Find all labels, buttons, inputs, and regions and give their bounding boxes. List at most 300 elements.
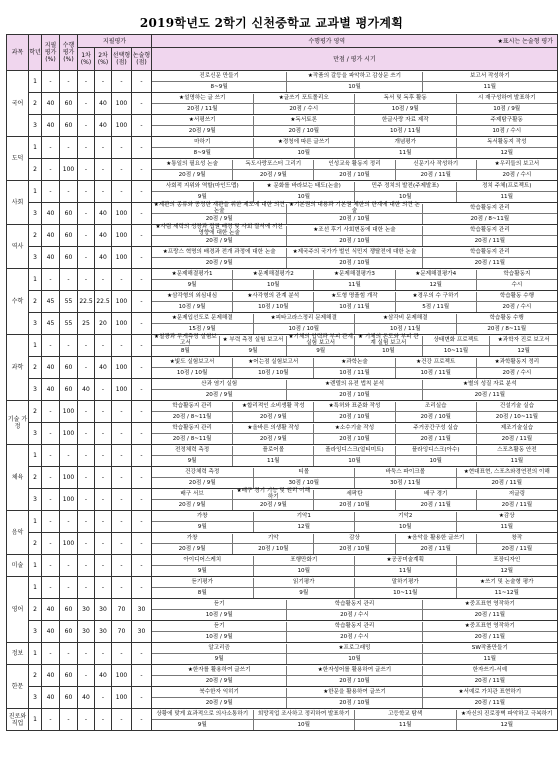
first-ratio-cell: - [78, 225, 95, 247]
essay-cell: - [132, 269, 152, 291]
plan-item: 가창 [196, 513, 208, 520]
plan-item: 학습활동지 관리 [422, 248, 557, 258]
plan-item: ★중프표현 영작하기 [422, 600, 557, 610]
plan-grid [152, 160, 557, 180]
written-ratio-cell: 40 [42, 687, 60, 709]
plan-item: 스포츠활동 안전 [476, 446, 557, 456]
plan-score: 20점 / 11월 [476, 500, 557, 510]
header-second: 2차(%) [95, 48, 112, 71]
plan-score-row [152, 213, 557, 224]
plan-item: 듣기 [213, 601, 225, 608]
written-ratio-cell: - [42, 511, 60, 533]
written-ratio-cell: 40 [42, 93, 60, 115]
plan-item: 상황에 맞게 효과적으로 의사소통하기 [156, 711, 249, 718]
plan-item-row [152, 226, 557, 236]
second-ratio-cell: - [95, 335, 112, 357]
written-ratio-cell: - [42, 137, 60, 159]
performance-plan-cell [152, 269, 558, 291]
performance-plan-cell [152, 401, 558, 423]
plan-item: 플라잉디스크(얼티미트) [313, 446, 394, 456]
elective-cell: 100 [112, 687, 132, 709]
elective-cell: - [112, 577, 132, 599]
performance-ratio-cell: 100 [60, 159, 78, 181]
plan-item: ★올바른 의생활 작성 [232, 424, 313, 434]
performance-plan-cell [152, 71, 558, 93]
plan-score: 20점 / 9월 [232, 412, 313, 422]
plan-item: ★문제해결평가1 [171, 271, 213, 278]
plan-score: 8~9월 [210, 83, 228, 90]
first-ratio-cell: - [78, 533, 95, 555]
plan-item-row [152, 160, 557, 170]
plan-score: 20점 / 10월 [395, 412, 476, 422]
plan-item: ★기본권의 내용과 기본권 제한의 한계에 대한 의견 논술 [286, 204, 421, 214]
performance-ratio-cell: 60 [60, 379, 78, 401]
performance-ratio-cell: 60 [60, 599, 78, 621]
plan-score: 12월 [456, 720, 558, 730]
grade-cell: 1 [29, 335, 42, 357]
performance-ratio-cell: 100 [60, 467, 78, 489]
plan-item-row [152, 94, 557, 104]
plan-score: 10월 [253, 192, 355, 202]
plan-score: 10점 / 9월 [456, 104, 558, 114]
plan-grid [152, 72, 557, 92]
essay-cell: - [132, 379, 152, 401]
plan-item: ★설명하는 글 쓰기 [179, 95, 226, 102]
written-ratio-cell: - [42, 467, 60, 489]
plan-grid [152, 688, 557, 708]
essay-cell: - [132, 115, 152, 137]
performance-ratio-cell: 60 [60, 225, 78, 247]
performance-plan-cell [152, 247, 558, 269]
plan-item: 한글사랑 자료 제작 [354, 116, 456, 126]
plan-item: 학습활동 수행 [476, 292, 557, 302]
subject-cell: 음악 [7, 511, 29, 555]
plan-item: 플로어볼 [232, 446, 313, 456]
essay-cell: - [132, 423, 152, 445]
performance-ratio-cell: 60 [60, 115, 78, 137]
plan-grid [152, 446, 557, 466]
grade-cell: 3 [29, 489, 42, 511]
plan-item: 기악2 [354, 512, 456, 522]
plan-score: 20점 / 9월 [205, 391, 233, 398]
essay-cell: - [132, 665, 152, 687]
plan-item: ★과학논술 [313, 358, 394, 368]
plan-score: 20점 / 11월 [422, 258, 557, 268]
second-ratio-cell: - [95, 533, 112, 555]
first-ratio-cell: - [78, 203, 95, 225]
plan-score: 20점 / 10월 [253, 126, 355, 136]
plan-score: 20점 / 8~11월 [172, 413, 212, 420]
plan-score: 15점 / 9월 [188, 325, 216, 332]
performance-ratio-cell: 100 [60, 401, 78, 423]
performance-ratio-cell: - [60, 555, 78, 577]
table-row [7, 643, 558, 665]
second-ratio-cell: - [95, 687, 112, 709]
subject-cell: 기술 가정 [7, 401, 29, 445]
plan-item: 산과 염기 실험 [201, 381, 238, 388]
written-ratio-cell: 40 [42, 115, 60, 137]
plan-score: 10월 [354, 522, 456, 532]
performance-plan-cell [152, 291, 558, 313]
plan-score: 20점 / 10월 [232, 544, 313, 554]
table-row [7, 445, 558, 467]
subject-cell: 국어 [7, 71, 29, 137]
essay-cell: - [132, 291, 152, 313]
plan-score: 10점 / 11월 [313, 368, 394, 378]
plan-score: 20점 / 10월 [313, 434, 394, 444]
essay-cell: - [132, 137, 152, 159]
plan-score: 20점 / 8~11월 [172, 435, 212, 442]
plan-item-row [152, 644, 557, 654]
plan-score: 20점 / 수시 [476, 302, 557, 312]
plan-item-row [152, 116, 557, 126]
plan-score: 12월 [489, 346, 557, 356]
plan-score: 20점 / 10월 [286, 258, 421, 268]
plan-score: 20점 / 10~11월 [476, 412, 557, 422]
plan-score: 12월 [456, 148, 558, 158]
plan-grid [152, 336, 557, 356]
grade-cell: 1 [29, 181, 42, 203]
plan-item: ★한문을 활용하여 글쓰기 [286, 688, 421, 698]
plan-item: 학습활동지 관리 [286, 622, 421, 632]
elective-cell: - [112, 335, 132, 357]
essay-cell: - [132, 577, 152, 599]
first-ratio-cell: - [78, 247, 95, 269]
performance-ratio-cell: - [60, 643, 78, 665]
elective-cell: - [112, 467, 132, 489]
grade-cell: 2 [29, 599, 42, 621]
second-ratio-cell: - [95, 467, 112, 489]
plan-score-row [152, 697, 557, 708]
plan-item: 학습활동지 관리 [422, 226, 557, 236]
performance-ratio-cell: 60 [60, 687, 78, 709]
performance-plan-cell [152, 665, 558, 687]
essay-cell: - [132, 313, 152, 335]
grade-cell: 3 [29, 313, 42, 335]
subject-cell: 수학 [7, 269, 29, 335]
elective-cell: 100 [112, 665, 132, 687]
plan-item: ★소수기술 작성 [313, 424, 394, 434]
plan-item: ★우리들의 보고서 [476, 160, 557, 170]
plan-item: 전정체력 측정 [175, 447, 210, 454]
plan-item: 북수한자 익히기 [199, 689, 239, 696]
plan-score: 수시 [476, 280, 557, 290]
plan-score: 20점 / 9월 [178, 501, 206, 508]
elective-cell: - [112, 555, 132, 577]
evaluation-plan-table [6, 34, 558, 731]
written-ratio-cell: - [42, 709, 60, 731]
plan-score-row [152, 169, 557, 180]
second-ratio-cell: - [95, 181, 112, 203]
written-ratio-cell: - [42, 423, 60, 445]
plan-item: 감상 [313, 534, 394, 544]
table-row [7, 401, 558, 423]
written-ratio-cell: 40 [42, 665, 60, 687]
second-ratio-cell: 40 [95, 203, 112, 225]
plan-grid [152, 292, 557, 312]
plan-score-row [152, 279, 557, 290]
header-subject: 과목 [7, 35, 29, 71]
plan-score: 10점 / 9월 [205, 633, 233, 640]
plan-score: 9월 [197, 721, 207, 728]
header-perf-area: 수행평가 영역 [308, 37, 346, 45]
header-perf-area-cell [152, 35, 558, 48]
grade-cell: 1 [29, 643, 42, 665]
first-ratio-cell: - [78, 445, 95, 467]
plan-item: ★통일의 필요성 논술 [166, 161, 218, 168]
plan-item: 읽기평가 [253, 578, 355, 588]
table-row [7, 181, 558, 203]
first-ratio-cell: - [78, 511, 95, 533]
table-row [7, 665, 558, 687]
grade-cell: 1 [29, 577, 42, 599]
plan-item: 배구 경기 [395, 490, 476, 500]
plan-score: 20점 / 10월 [313, 412, 394, 422]
plan-item-row [152, 534, 557, 544]
table-row [7, 357, 558, 379]
plan-score: 20점 / 11월 [395, 544, 476, 554]
plan-item-row [152, 446, 557, 456]
grade-cell: 1 [29, 445, 42, 467]
plan-item-row [152, 600, 557, 610]
plan-item: 건설기술 실습 [476, 402, 557, 412]
second-ratio-cell: 40 [95, 247, 112, 269]
elective-cell: 100 [112, 247, 132, 269]
written-ratio-cell: 40 [42, 203, 60, 225]
essay-cell: - [132, 71, 152, 93]
performance-plan-cell [152, 577, 558, 599]
plan-score: 8~9월 [193, 149, 211, 156]
performance-plan-cell [152, 709, 558, 731]
header-first: 1차(%) [78, 48, 95, 71]
essay-cell: - [132, 709, 152, 731]
essay-cell: - [132, 225, 152, 247]
second-ratio-cell: - [95, 379, 112, 401]
written-ratio-cell: - [42, 71, 60, 93]
plan-item-row [152, 204, 557, 214]
essay-cell: - [132, 511, 152, 533]
written-ratio-cell: 45 [42, 291, 60, 313]
plan-score: 20점 / 9월 [178, 545, 206, 552]
table-row [7, 687, 558, 709]
elective-cell: - [112, 643, 132, 665]
plan-score: 20점 / 11월 [422, 632, 557, 642]
plan-item-row [152, 182, 557, 192]
subject-cell: 사회 [7, 181, 29, 225]
plan-score: 12월 [253, 522, 355, 532]
written-ratio-cell: - [42, 335, 60, 357]
elective-cell: - [112, 489, 132, 511]
plan-score: 20점 / 10월 [286, 236, 421, 246]
plan-grid [152, 226, 557, 246]
second-ratio-cell: - [95, 511, 112, 533]
plan-score: 11월 [313, 280, 394, 290]
performance-ratio-cell: 55 [60, 291, 78, 313]
plan-score: 11월 [354, 566, 456, 576]
plan-item: 제조기술실습 [476, 424, 557, 434]
essay-cell: - [132, 181, 152, 203]
plan-item: ★ 부력 측정 실험 보고서 [219, 336, 287, 346]
second-ratio-cell: - [95, 489, 112, 511]
document-title: 2019학년도 2학기 신천중학교 교과별 평가계획 [139, 16, 404, 30]
plan-item: 독서활동지 작성 [456, 138, 558, 148]
plan-item-row [152, 556, 557, 566]
plan-score-row [152, 389, 557, 400]
second-ratio-cell: - [95, 269, 112, 291]
second-ratio-cell: 22.5 [95, 291, 112, 313]
plan-item: ★현대표현, 스포츠와경연전의 이해 [456, 468, 558, 478]
plan-item: ★작품의 갈등을 파악하고 감상문 쓰기 [286, 72, 421, 82]
plan-score: 11월 [456, 192, 558, 202]
essay-cell: - [132, 357, 152, 379]
subject-cell: 진로와 직업 [7, 709, 29, 731]
plan-item: 창작 [476, 534, 557, 544]
plan-score: 20점 / 11월 [395, 500, 476, 510]
plan-grid [152, 270, 557, 290]
plan-score: 20점 / 10월 [286, 390, 421, 400]
plan-item: 학습활동지 관리 [172, 425, 212, 432]
plan-score: 9월 [187, 281, 197, 288]
first-ratio-cell: - [78, 269, 95, 291]
plan-item: ★별의 성질 자료 분석 [422, 380, 557, 390]
plan-item: 정치 주체(프로젝트) [456, 182, 558, 192]
first-ratio-cell: - [78, 555, 95, 577]
plan-item: 듣기평가 [191, 579, 214, 586]
plan-score: 20점 / 10월 [286, 698, 421, 708]
plan-item: ★사림 세력의 성장과 집권 배경 및 사회 질서에 끼친 영향에 대한 논술 [155, 224, 283, 237]
performance-ratio-cell: 60 [60, 621, 78, 643]
plan-score: 10~11월 [422, 346, 490, 356]
grade-cell: 1 [29, 511, 42, 533]
first-ratio-cell: - [78, 93, 95, 115]
plan-score: 20점 / 9월 [232, 170, 313, 180]
elective-cell: - [112, 511, 132, 533]
plan-item: ★제판의 종류와 공정한 재판을 위한 제도에 대한 의견 논술 [153, 202, 285, 215]
plan-item: ★중프표현 영작하기 [422, 622, 557, 632]
second-ratio-cell: 40 [95, 115, 112, 137]
plan-score: 12월 [395, 280, 476, 290]
plan-score: 20점 / 9월 [205, 215, 233, 222]
plan-score: 30점 / 11월 [354, 478, 456, 488]
grade-cell: 2 [29, 225, 42, 247]
performance-ratio-cell: 100 [60, 489, 78, 511]
plan-score-row [152, 367, 557, 378]
performance-ratio-cell: 60 [60, 247, 78, 269]
subject-cell: 도덕 [7, 137, 29, 181]
plan-item: ★합리적인 소비생활 작성 [232, 402, 313, 412]
plan-score-row [152, 521, 557, 532]
second-ratio-cell: - [95, 159, 112, 181]
first-ratio-cell: 25 [78, 313, 95, 335]
plan-item: ★특허와 표준화 작성 [313, 402, 394, 412]
plan-item: 보고서 작성하기 [422, 72, 557, 82]
plan-score: 10월 [354, 192, 456, 202]
plan-item: 포장디자인 [456, 556, 558, 566]
written-ratio-cell: - [42, 401, 60, 423]
plan-score-row [152, 103, 557, 114]
plan-item-row [152, 138, 557, 148]
plan-item: ★경청에 따른 글쓰기 [253, 138, 355, 148]
plan-item: ★배구 경기 기능 및 원리 이해하기 [232, 490, 313, 500]
essay-cell: - [132, 489, 152, 511]
plan-score: 11월 [422, 82, 557, 92]
subject-cell: 체육 [7, 445, 29, 511]
plan-score: 20점 / 11월 [187, 105, 218, 112]
second-ratio-cell: - [95, 445, 112, 467]
elective-cell: - [112, 269, 132, 291]
plan-score: 10월 [286, 82, 421, 92]
plan-score-row [152, 543, 557, 554]
performance-ratio-cell: 60 [60, 203, 78, 225]
plan-score: 8월 [197, 589, 207, 596]
written-ratio-cell: - [42, 489, 60, 511]
plan-item-row [152, 292, 557, 302]
written-ratio-cell: - [42, 533, 60, 555]
performance-plan-cell [152, 313, 558, 335]
plan-score: 10월 [232, 280, 313, 290]
plan-score: 20점 / 수시 [286, 632, 421, 642]
performance-plan-cell [152, 533, 558, 555]
plan-item: ★서예로 가치관 표현하기 [422, 688, 557, 698]
second-ratio-cell: - [95, 401, 112, 423]
subject-cell: 미술 [7, 555, 29, 577]
second-ratio-cell: 20 [95, 313, 112, 335]
performance-plan-cell [152, 555, 558, 577]
plan-score: 10점 / 10월 [232, 368, 313, 378]
performance-ratio-cell: 100 [60, 533, 78, 555]
second-ratio-cell: 40 [95, 93, 112, 115]
grade-cell: 2 [29, 291, 42, 313]
performance-plan-cell [152, 357, 558, 379]
plan-item: ★쓰기 및 논술형 평가 [456, 578, 558, 588]
table-row [7, 423, 558, 445]
plan-item: ★조선 후기 사회변동에 대한 논술 [286, 226, 421, 236]
header-grade: 학년 [29, 35, 42, 71]
plan-item: ★프로그래밍 [286, 644, 421, 654]
plan-score: 10월 [395, 456, 476, 466]
second-ratio-cell: - [95, 709, 112, 731]
plan-score-row [152, 433, 557, 444]
first-ratio-cell: - [78, 115, 95, 137]
plan-score: 20점 / 9월 [188, 479, 216, 486]
plan-grid [152, 666, 557, 686]
plan-score: 20점 / 11월 [422, 236, 557, 246]
performance-ratio-cell: 60 [60, 665, 78, 687]
table-row [7, 379, 558, 401]
plan-score-row [152, 719, 557, 730]
plan-grid [152, 710, 557, 730]
plan-score: 12월 [456, 566, 558, 576]
plan-score: 20점 / 9월 [205, 259, 233, 266]
table-row [7, 115, 558, 137]
plan-item: 학습활동지 관리 [422, 204, 557, 214]
second-ratio-cell: 30 [95, 621, 112, 643]
written-ratio-cell: - [42, 577, 60, 599]
plan-grid [152, 600, 557, 620]
table-row [7, 137, 558, 159]
essay-cell: - [132, 247, 152, 269]
plan-item: 바둑스 파이크볼 [354, 468, 456, 478]
essay-cell: - [132, 203, 152, 225]
header-essay: 논술형(점) [132, 48, 152, 71]
plan-score: 10점 / 10월 [232, 302, 313, 312]
plan-item: ★ 기체의 온도와 부피 관계 실험 보고서 [354, 336, 422, 346]
plan-score: 10월 [253, 566, 355, 576]
plan-item: ★한자성어를 활용하여 글쓰기 [286, 666, 421, 676]
elective-cell: 100 [112, 225, 132, 247]
plan-score: 20점 / 10월 [313, 544, 394, 554]
performance-ratio-cell: - [60, 71, 78, 93]
